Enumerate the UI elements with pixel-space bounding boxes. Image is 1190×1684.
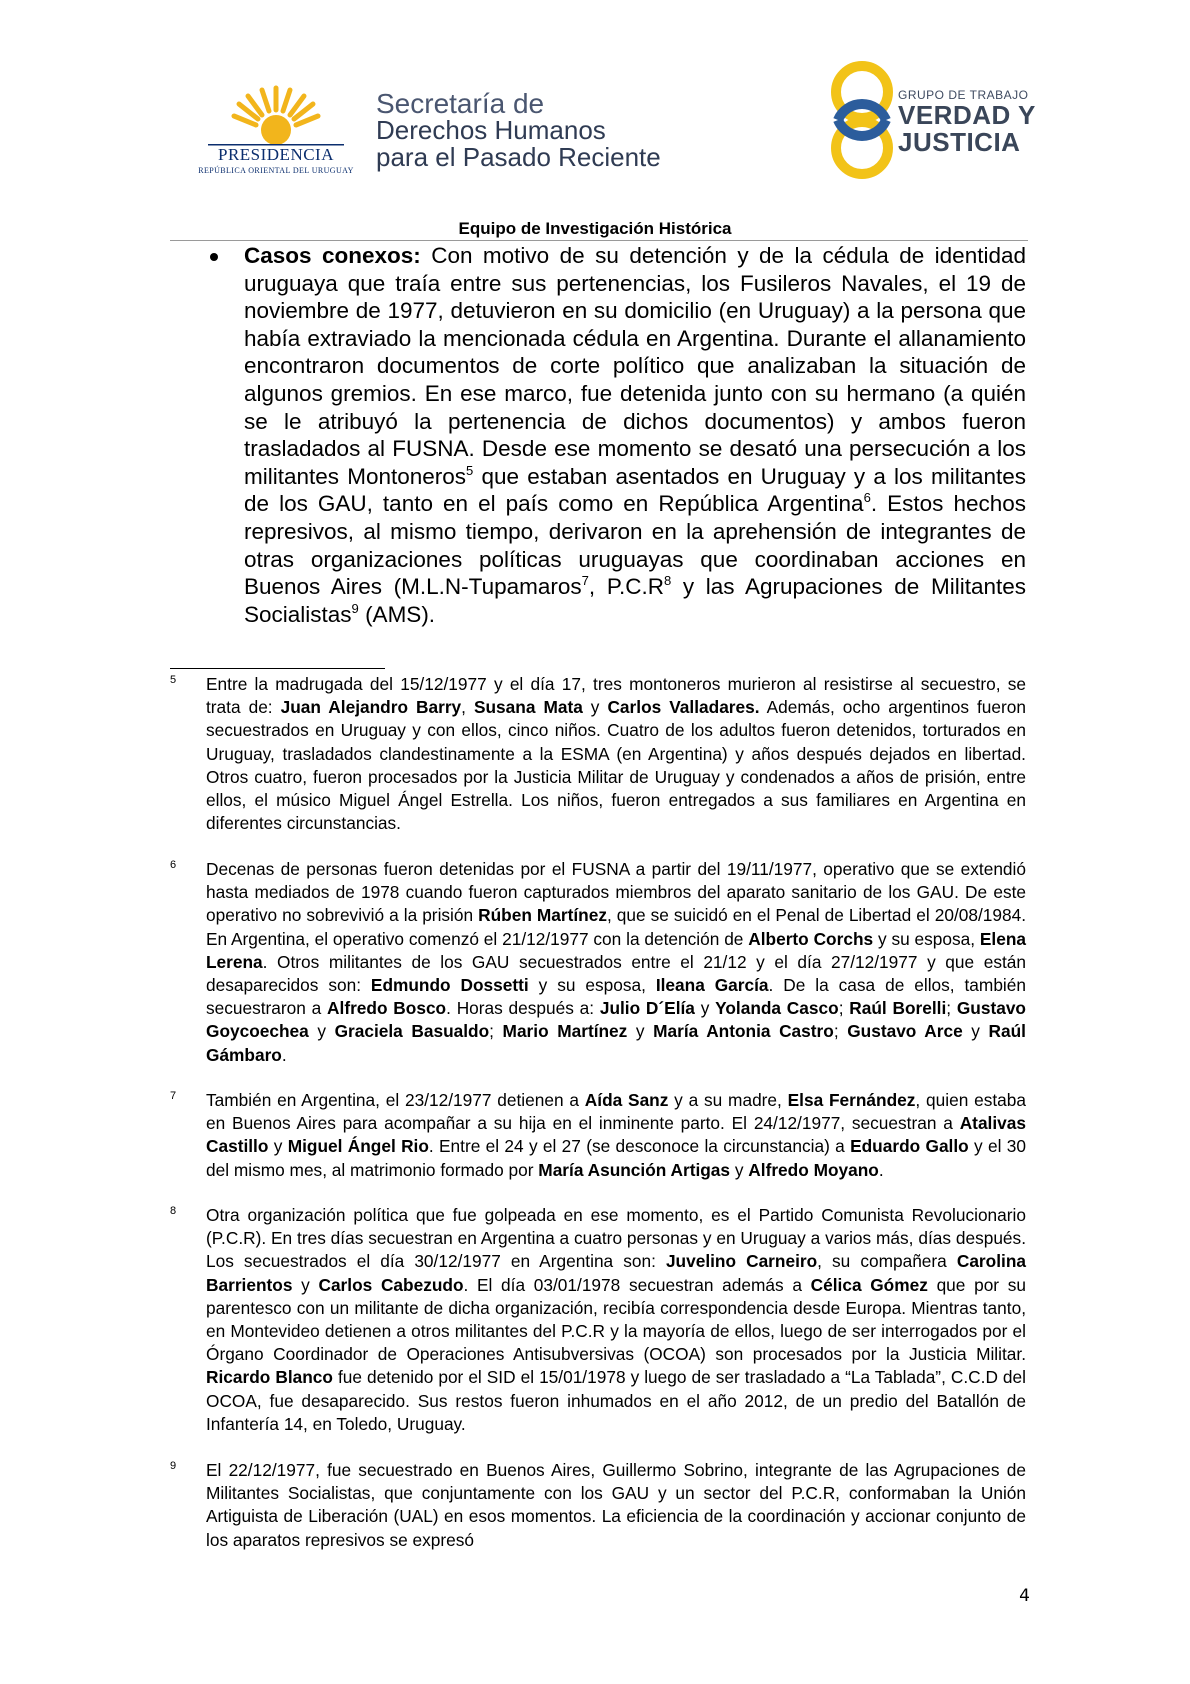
person-name: Célica Gómez [810, 1274, 928, 1295]
footnote-number-6: 6 [170, 859, 177, 871]
header-rule [170, 240, 1028, 241]
footnote-text: Además, ocho argentinos fueron secuestrados en Uruguay y con ellos, cinco niños. Cuatro de los adultos fueron detenidos, torturados en Uruguay, trasladados clandestinamente a la ESMA (en Argentina) y años después dejados en libertad. Otros cuatro, fueron procesados por la Justicia Militar de Uruguay y condenados a años de prisión, entre ellos, el músico Miguel Ángel Estrella. Los niños, fueron entregados a sus familiares en Argentina en diferentes circunstancias. [206, 697, 1026, 834]
footnote-text: , [461, 697, 474, 718]
footnote-text: y [694, 998, 716, 1019]
grupo-trabajo-line-2: VERDAD Y [898, 100, 1036, 130]
footnote-text: ; [833, 1021, 848, 1042]
person-name: Julio D´Elía [599, 998, 695, 1019]
footnote-text: Decenas de personas fueron detenidas por el FUSNA a partir del 19/11/1977, operativo que se extendió hasta mediados de 1978 cuando fueron capturados miembros del aparato sanitario de los GAU. De este operativo no sobrevivió a la prisión [206, 859, 1026, 926]
footnote-number-5: 5 [170, 674, 177, 686]
footnote-ref-5[interactable]: 5 [466, 462, 474, 478]
footnote-number-7: 7 [170, 1090, 177, 1102]
person-name: Rúben Martínez [478, 905, 607, 926]
main-text-6: (AMS). [358, 601, 436, 627]
footnote-text: ; [489, 1021, 503, 1042]
person-name: Alfredo Moyano [748, 1159, 879, 1180]
main-text-5: y las Agrupaciones de Militantes Socialistas [244, 574, 1026, 627]
person-name: Gustavo Goycoechea [206, 998, 1026, 1042]
footnote-number-9: 9 [170, 1460, 177, 1472]
footnote-9 [206, 1459, 1026, 1552]
person-name: Alberto Corchs [748, 928, 874, 949]
footnote-text: . Otros militantes de los GAU secuestrados entre el 21/12 y el día 27/12/1977 y que están desaparecidos son: [206, 951, 1026, 996]
person-name: Aída Sanz [584, 1090, 669, 1110]
secretaria-line-3: para el Pasado Reciente [376, 142, 661, 172]
main-paragraph [244, 242, 1026, 628]
footnote-text: . De la casa de ellos, también secuestraron a [206, 975, 1026, 1019]
footnote-text: Otra organización política que fue golpeada en ese momento, es el Partido Comunista Revolucionario (P.C.R). En tres días secuestran en Argentina a cuatro personas y en Uruguay a varios más, días después. Los secuestrados el día 30/12/1977 en Argentina son: [206, 1205, 1026, 1272]
person-name: Atalivas Castillo [206, 1113, 1026, 1157]
footnote-7 [206, 1089, 1026, 1182]
footnote-text: ; [946, 998, 957, 1019]
footnote-text: que por su parentesco con un militante de dicha organización, recibía correspondencia desde Europa. Mientras tanto, en Montevideo detienen a otros militantes del P.C.R y la mayoría de ellos, luego de ser interrogados por el Órgano Coordinador de Operaciones Antisubversivas (OCOA) son procesados por la Justicia Militar. [206, 1274, 1027, 1365]
person-name: Carolina Barrientos [206, 1251, 1026, 1295]
footnote-text: El 22/12/1977, fue secuestrado en Buenos Aires, Guillermo Sobrino, integrante de las Agrupaciones de Militantes Socialistas, que conjuntamente con los GAU y un sector del P.C.R, conformaban la Unión Artiguista de Liberación (UAL) en esos momentos. La eficiencia de la coordinación y accionar conjunto de los aparatos represivos se expresó [206, 1460, 1026, 1550]
person-name: Juan Alejandro Barry [280, 697, 462, 718]
footnote-6 [206, 858, 1026, 1067]
footnote-ref-6[interactable]: 6 [863, 490, 871, 506]
person-name: Ileana García [655, 975, 769, 996]
person-name: Carlos Valladares. [607, 697, 760, 718]
footnote-8 [206, 1204, 1026, 1436]
footnote-ref-9[interactable]: 9 [351, 600, 359, 616]
footnote-text: y [292, 1274, 319, 1295]
person-name: Raúl Borelli [849, 998, 947, 1019]
footnote-number-8: 8 [170, 1205, 177, 1217]
bullet-icon [208, 246, 222, 266]
person-name: Graciela Basualdo [334, 1021, 490, 1042]
person-name: María Antonia Castro [653, 1021, 834, 1042]
footnote-text: y [962, 1021, 989, 1042]
person-name: Eduardo Gallo [850, 1136, 969, 1157]
footnote-text: , que se suicidó en el Penal de Libertad el 20/08/1984. En Argentina, el operativo comenzó el 21/12/1977 con la detención de [206, 905, 1027, 949]
person-name: Alfredo Bosco [327, 998, 447, 1019]
presidencia-label: PRESIDENCIA [217, 145, 334, 164]
secretaria-title [376, 90, 661, 171]
person-name: Miguel Ángel Rio [287, 1136, 429, 1157]
footnote-text: y [268, 1136, 288, 1157]
footnote-ref-7[interactable]: 7 [581, 573, 589, 588]
footnote-text: . El día 03/01/1978 secuestran además a [463, 1274, 811, 1295]
person-name: Gustavo Arce [847, 1021, 963, 1042]
main-text-3: . Estos hechos represivos, al mismo tiempo, derivaron en la aprehensión de integrantes de otras organizaciones políticas uruguayas que coordinaban acciones en Buenos Aires (M.L.N-Tupamaros [244, 491, 1026, 600]
person-name: Elsa Fernández [787, 1090, 916, 1110]
footnote-text: , su compañera [817, 1251, 957, 1272]
secretaria-line-2: Derechos Humanos [376, 115, 606, 145]
person-name: Susana Mata [473, 697, 583, 718]
footnote-text: fue detenido por el SID el 15/01/1978 y luego de ser trasladado a “La Tablada”, C.C.D del OCOA, fue desaparecido. Sus restos fueron inhumados en el año 2012, de un predio del Batallón de Infantería 14, en Toledo, Uruguay. [206, 1367, 1026, 1434]
lead-label: Casos conexos: [244, 243, 421, 268]
footnote-separator [170, 668, 385, 669]
person-name: Ricardo Blanco [206, 1367, 333, 1388]
person-name: Juvelino Carneiro [665, 1251, 818, 1272]
footnote-text: y su esposa, [873, 928, 980, 949]
person-name: María Asunción Artigas [538, 1159, 731, 1180]
footnote-ref-8[interactable]: 8 [663, 573, 672, 588]
footnote-text: . Entre el 24 y el 27 (se desconoce la circunstancia) a [428, 1136, 851, 1157]
person-name: Mario Martínez [502, 1021, 628, 1042]
grupo-trabajo-line-1: GRUPO DE TRABAJO [898, 88, 1029, 102]
team-heading: Equipo de Investigación Histórica [458, 219, 732, 238]
verdad-justicia-rings-logo [826, 58, 898, 182]
main-text-1: Con motivo de su detención y de la cédula de identidad uruguaya que traía entre sus pertenencias, los Fusileros Navales, el 19 de noviembre de 1977, detuvieron en su domicilio (en Uruguay) a la persona que había extraviado la mencionada cédula en Argentina. Durante el allanamiento encontraron documentos de corte político que analizaban la situación de algunos gremios. En ese marco, fue detenida junto con su hermano (a quién se le atribuyó la pertenencia de dichos documentos) y ambos fueron trasladados al FUSNA. Desde ese momento se desató una persecución a los militantes Montoneros [244, 243, 1026, 489]
footnote-text: . [281, 1044, 287, 1065]
footnote-text: , quien estaba en Buenos Aires para acompañar a su hija en el inminente parto. El 24/12/1977, secuestran a [206, 1090, 1026, 1134]
person-name: Carlos Cabezudo [318, 1274, 464, 1295]
footnote-text: . [878, 1159, 884, 1180]
footnote-text: y [627, 1021, 654, 1042]
secretaria-line-1: Secretaría de [376, 88, 545, 119]
footnote-text: y [730, 1159, 749, 1180]
main-text-4: , P.C.R [588, 574, 664, 600]
footnote-5 [206, 673, 1026, 835]
footnote-text: También en Argentina, el 23/12/1977 detienen a [206, 1090, 585, 1110]
footnote-text: . Horas después a: [446, 998, 600, 1019]
main-text-2: que estaban asentados en Uruguay y a los militantes de los GAU, tanto en el país como en República Argentina [244, 463, 1026, 517]
footnote-text: Entre la madrugada del 15/12/1977 y el día 17, tres montoneros murieron al resistirse al secuestro, se trata de: [206, 674, 1026, 718]
footnote-text: ; [838, 998, 850, 1019]
footnote-text: y el 30 del mismo mes, al matrimonio formado por [206, 1136, 1026, 1180]
page-number: 4 [1019, 1586, 1030, 1606]
person-name: Yolanda Casco [715, 998, 839, 1019]
person-name: Raúl Gámbaro [206, 1021, 1026, 1065]
footnote-text: y su esposa, [528, 975, 656, 996]
grupo-trabajo-line-3: JUSTICIA [898, 127, 1021, 157]
footnote-text: y [582, 697, 608, 718]
footnote-text: y a su madre, [668, 1090, 788, 1110]
person-name: Elena Lerena [206, 928, 1026, 972]
person-name: Edmundo Dossetti [370, 975, 529, 996]
footnote-text: y [308, 1021, 335, 1042]
grupo-trabajo-title [898, 88, 1036, 156]
presidencia-subtitle: REPÚBLICA ORIENTAL DEL URUGUAY [198, 166, 354, 175]
